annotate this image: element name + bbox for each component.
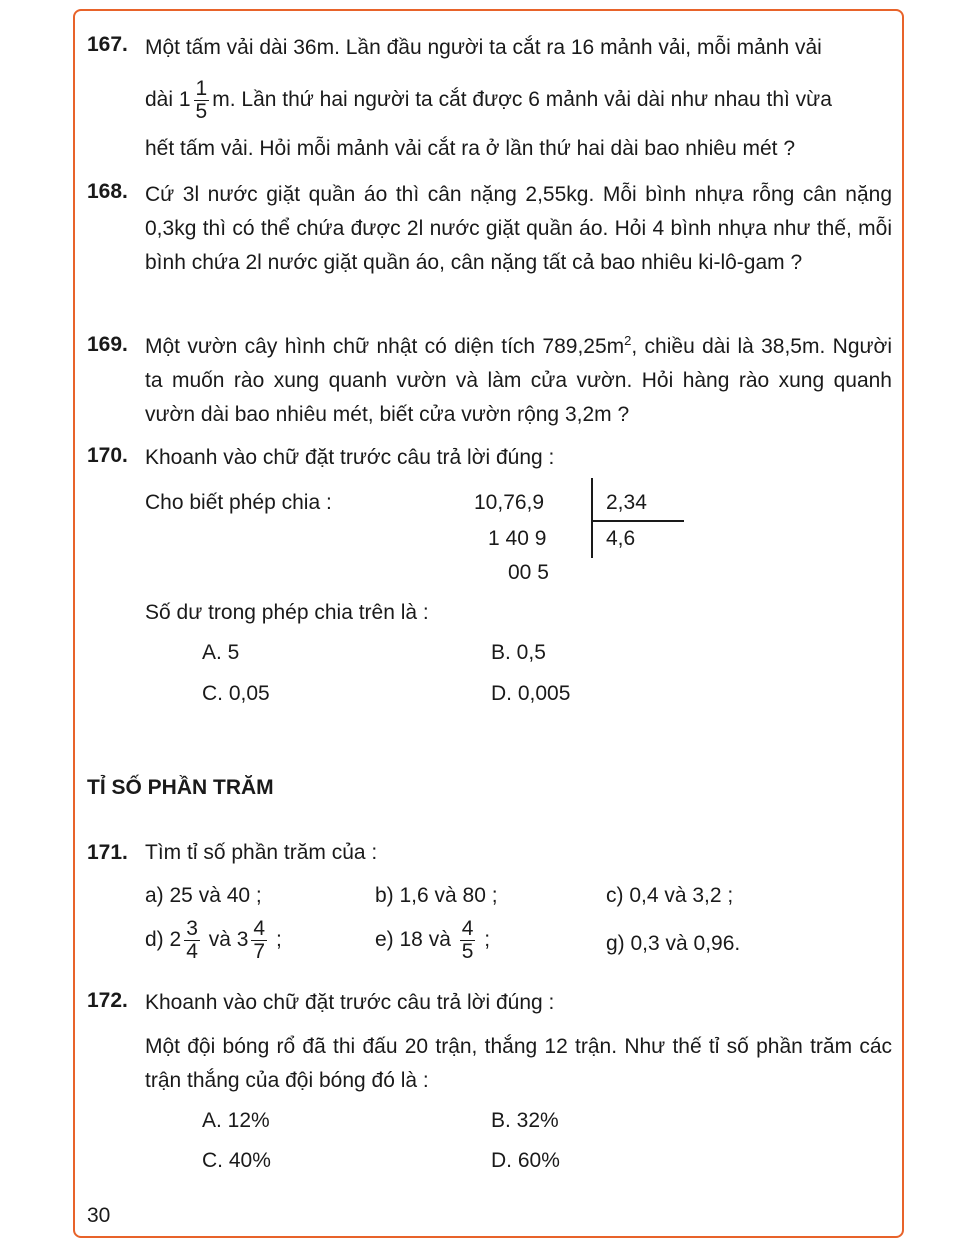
text: Một vườn cây hình chữ nhật có diện tích 789,25m: [145, 335, 625, 358]
item-e: [375, 918, 490, 963]
denominator: 4: [186, 940, 198, 963]
option-a[interactable]: A. 12%: [202, 1109, 270, 1132]
problem-167-line1: Một tấm vải dài 36m. Lần đầu người ta cắt ra 16 mảnh vải, mỗi mảnh vải: [145, 36, 822, 59]
problem-number: 168.: [87, 180, 128, 203]
fraction: [460, 918, 476, 963]
option-b[interactable]: B. 32%: [491, 1109, 559, 1132]
page-number: 30: [87, 1204, 111, 1227]
text: d) 2: [145, 928, 182, 952]
text: ;: [484, 928, 491, 952]
option-a[interactable]: A. 5: [202, 641, 240, 664]
text: m. Lần thứ hai người ta cắt được 6 mảnh vải dài như nhau thì vừa: [212, 88, 832, 112]
problem-170-question: Khoanh vào chữ đặt trước câu trả lời đúng :: [145, 446, 555, 469]
remainder-row-2: 00 5: [508, 561, 549, 584]
item-d: [145, 918, 282, 963]
remainder-row-1: 1 40 9: [488, 527, 547, 550]
option-c[interactable]: C. 40%: [202, 1149, 271, 1172]
item-g: g) 0,3 và 0,96.: [606, 932, 741, 955]
dividend: 10,76,9: [474, 491, 545, 514]
problem-number: 169.: [87, 333, 128, 356]
divisor: 2,34: [606, 491, 647, 514]
numerator: 4: [461, 917, 474, 940]
item-c: c) 0,4 và 3,2 ;: [606, 884, 734, 907]
section-heading: TỈ SỐ PHẦN TRĂM: [87, 776, 274, 799]
problem-167-line2: [145, 78, 892, 123]
text: e) 18 và: [375, 928, 451, 952]
problem-number: 171.: [87, 841, 128, 864]
item-b: b) 1,6 và 80 ;: [375, 884, 498, 907]
item-a: a) 25 và 40 ;: [145, 884, 262, 907]
problem-168-text: Cứ 3l nước giặt quần áo thì cân nặng 2,55kg. Mỗi bình nhựa rỗng cân nặng 0,3kg thì có thể chứa được 2l nước giặt quần áo. Hỏi 4 bình nhựa như thế, mỗi bình chứa 2l nước giặt quần áo, cân nặng tất cả bao nhiêu ki-lô-gam ?: [145, 183, 892, 274]
option-b[interactable]: B. 0,5: [491, 641, 546, 664]
option-d[interactable]: D. 60%: [491, 1149, 560, 1172]
text: dài 1: [145, 88, 191, 112]
text: ;: [275, 928, 282, 952]
problem-number: 172.: [87, 989, 128, 1012]
problem-172-question: Khoanh vào chữ đặt trước câu trả lời đúng :: [145, 991, 555, 1014]
division-vertical-line: [591, 478, 593, 558]
numerator: 1: [195, 77, 208, 100]
ask-text: Số dư trong phép chia trên là :: [145, 601, 429, 624]
division-horizontal-line: [591, 520, 684, 522]
numerator: 3: [186, 917, 198, 940]
fraction: [184, 918, 200, 963]
problem-167-line3: hết tấm vải. Hỏi mỗi mảnh vải cắt ra ở lần thứ hai dài bao nhiêu mét ?: [145, 137, 795, 160]
option-d[interactable]: D. 0,005: [491, 682, 571, 705]
problem-number: 167.: [87, 33, 128, 56]
denominator: 5: [461, 940, 474, 963]
option-c[interactable]: C. 0,05: [202, 682, 270, 705]
problem-169-text: [145, 330, 892, 432]
problem-171-question: Tìm tỉ số phần trăm của :: [145, 841, 378, 864]
problem-number: 170.: [87, 444, 128, 467]
fraction: [251, 918, 267, 963]
denominator: 7: [253, 940, 266, 963]
text: và 3: [208, 928, 249, 952]
superscript: 2: [624, 333, 632, 348]
given-label: Cho biết phép chia :: [145, 491, 332, 514]
text: , chiều dài là 38,5m. Người ta muốn rào xung quanh vườn và làm cửa vườn. Hỏi hàng rào xung quanh vườn dài bao nhiêu mét, biết cửa vườn rộng 3,2m ?: [145, 335, 892, 426]
denominator: 5: [195, 100, 208, 123]
problem-172-text: Một đội bóng rổ đã thi đấu 20 trận, thắng 12 trận. Như thế tỉ số phần trăm các trận thắng của đội bóng đó là :: [145, 1035, 892, 1092]
fraction: [194, 78, 210, 123]
numerator: 4: [253, 917, 266, 940]
quotient: 4,6: [606, 527, 636, 550]
